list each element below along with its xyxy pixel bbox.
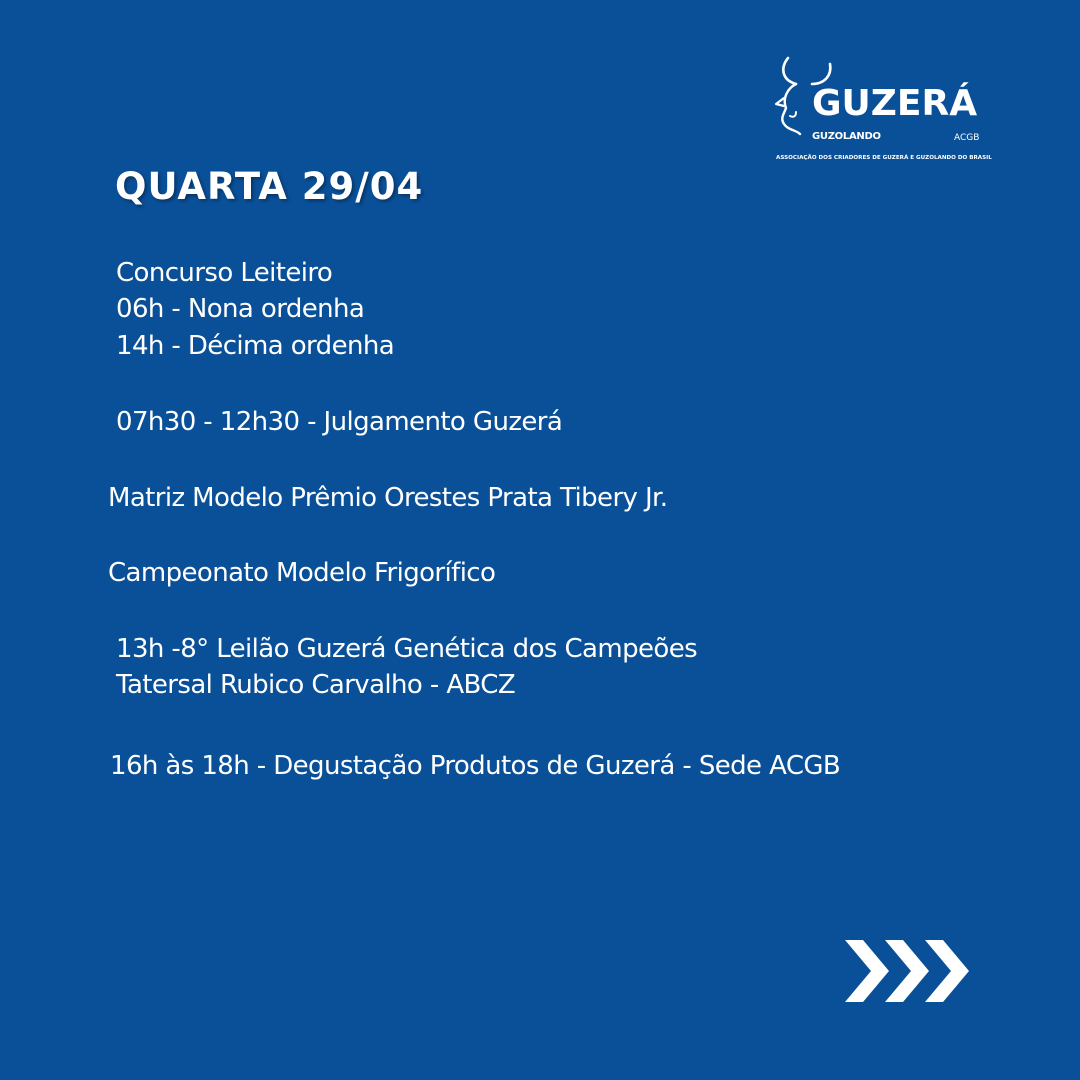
schedule-tatersal: Tatersal Rubico Carvalho - ABCZ: [116, 670, 516, 700]
schedule-concurso: Concurso Leiteiro: [116, 258, 333, 288]
triple-chevron-right-icon: [843, 938, 971, 1004]
schedule-degustacao: 16h às 18h - Degustação Produtos de Guzerá - Sede ACGB: [110, 751, 841, 781]
schedule-matriz: Matriz Modelo Prêmio Orestes Prata Tibery Jr.: [108, 483, 668, 513]
logo-acgb-text: ACGB: [954, 133, 980, 143]
schedule-julgamento: 07h30 - 12h30 - Julgamento Guzerá: [116, 407, 563, 437]
next-button[interactable]: [843, 938, 971, 1004]
schedule-campeonato: Campeonato Modelo Frigorífico: [108, 558, 496, 588]
day-title: QUARTA 29/04: [115, 165, 424, 208]
schedule-ordenha-2: 14h - Décima ordenha: [116, 331, 395, 361]
acgb-logo: [774, 54, 992, 166]
schedule-leilao: 13h -8° Leilão Guzerá Genética dos Campeões: [116, 634, 698, 664]
logo-association-text: ASSOCIAÇÃO DOS CRIADORES DE GUZERÁ E GUZOLANDO DO BRASIL: [776, 155, 992, 161]
schedule-ordenha-1: 06h - Nona ordenha: [116, 294, 365, 324]
logo-sub-text: GUZOLANDO: [812, 131, 881, 142]
logo-brand-text: GUZERÁ: [812, 83, 978, 124]
